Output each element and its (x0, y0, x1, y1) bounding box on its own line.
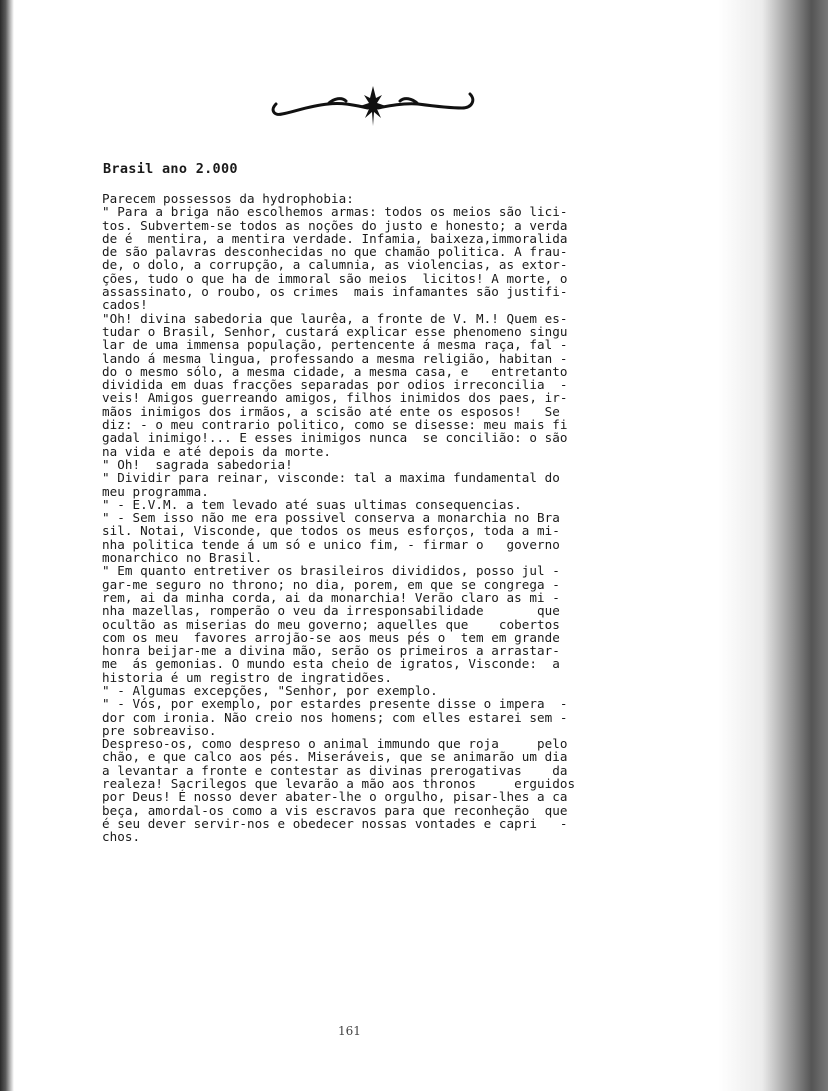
text-line: chos. (102, 829, 141, 845)
text-line: veis! Amigos guerreando amigos, filhos inimidos dos paes, ir- (102, 390, 568, 406)
text-line: gadal inimigo!... E esses inimigos nunca se concilião: o são (102, 430, 568, 446)
text-line: pre sobreaviso. (102, 722, 217, 738)
text-line: gar-me seguro no throno; no dia, porem, em que se congrega - (102, 576, 560, 592)
text-line: nha politica tende á um só e unico fim, - firmar o governo (102, 536, 560, 552)
text-line: " - Algumas excepções, "Senhor, por exemplo. (102, 682, 438, 698)
text-line: historia é um registro de ingratidões. (102, 669, 393, 685)
text-line: por Deus! É nosso dever abater-lhe o orgulho, pisar-lhes a ca (102, 789, 568, 805)
text-line: mãos inimigos dos irmãos, a scisão até ente os esposos! Se (102, 403, 560, 419)
text-line: lando á mesma lingua, professando a mesma religião, habitan - (102, 350, 568, 366)
decorative-ornament-icon (268, 82, 478, 132)
text-line: "Oh! divina sabedoria que laurêa, a fronte de V. M.! Quem es- (102, 310, 568, 326)
text-line: diz: - o meu contrario politico, como se disesse: meu mais fi (102, 417, 568, 433)
text-line: Parecem possessos da hydrophobia: (102, 191, 354, 206)
text-line: sil. Notai, Visconde, que todos os meus esforços, toda a mi- (102, 523, 560, 539)
text-line: ocultão as miserias do meu governo; aquelles que cobertos (102, 616, 560, 632)
book-binding-edge (0, 0, 14, 1091)
text-line: rem, ai da minha corda, ai da monarchia! Verão claro as mi - (102, 589, 560, 605)
text-line: " - Vós, por exemplo, por estardes presente disse o impera - (102, 696, 568, 712)
text-line: na vida e até depois da morte. (102, 443, 331, 459)
text-line: cados! (102, 297, 148, 313)
text-line: beça, amordal-os como a vis escravos para que reconheção que (102, 802, 568, 818)
text-line: a levantar a fronte e contestar as divinas prerogativas da (102, 762, 568, 778)
text-line: ções, tudo o que ha de immoral são meios licitos! A morte, o (102, 270, 568, 286)
text-line: dividida em duas fracções separadas por odios irreconcilia - (102, 377, 568, 393)
text-line: " - Sem isso não me era possivel conserva a monarchia no Bra (102, 510, 560, 526)
text-line: Despreso-os, como despreso o animal immundo que roja pelo (102, 736, 568, 752)
text-line: honra beijar-me a divina mão, serão os primeiros a arrastar- (102, 643, 560, 659)
text-line: é seu dever servir-nos e obedecer nossas vontades e capri - (102, 815, 568, 831)
text-line: de são palavras desconhecidas no que chamão politica. A frau- (102, 244, 568, 260)
text-line: " - E.V.M. a tem levado até suas ultimas consequencias. (102, 496, 522, 512)
page-title: Brasil ano 2.000 (103, 161, 238, 177)
text-line: me ás gemonias. O mundo esta cheio de igratos, Visconde: a (102, 656, 560, 672)
text-line: realeza! Sacrilegos que levarão a mão aos thronos erguidos (102, 776, 576, 792)
text-line: " Para a briga não escolhemos armas: todos os meios são lici- (102, 204, 568, 220)
text-line: meu programma. (102, 483, 209, 499)
text-line: chão, e que calco aos pés. Miseráveis, que se animarão um dia (102, 749, 568, 765)
text-line: tos. Subvertem-se todos as noções do justo e honesto; a verda (102, 217, 568, 233)
text-line: do o mesmo sólo, a mesma cidade, a mesma casa, e entretanto (102, 363, 568, 379)
body-text (102, 192, 630, 844)
text-line: assassinato, o roubo, os crimes mais infamantes são justifi- (102, 284, 568, 300)
text-line: " Em quanto entretiver os brasileiros divididos, posso jul - (102, 563, 560, 579)
text-line: " Dividir para reinar, visconde: tal a maxima fundamental do (102, 470, 560, 486)
text-line: dor com ironia. Não creio nos homens; com elles estarei sem - (102, 709, 568, 725)
page-edge-shadow (718, 0, 828, 1091)
page-number: 161 (338, 1024, 361, 1038)
text-line: nha mazellas, romperão o veu da irresponsabilidade que (102, 603, 560, 619)
text-line: de é mentira, a mentira verdade. Infamia, baixeza,immoralida (102, 230, 568, 246)
text-line: lar de uma immensa população, pertencente á mesma raça, fal - (102, 337, 568, 353)
text-line: tudar o Brasil, Senhor, custará explicar esse phenomeno singu (102, 323, 568, 339)
text-line: monarchico no Brasil. (102, 550, 263, 566)
text-line: " Oh! sagrada sabedoria! (102, 456, 293, 472)
text-line: de, o dolo, a corrupção, a calumnia, as violencias, as extor- (102, 257, 568, 273)
text-line: com os meu favores arrojão-se aos meus pés o tem em grande (102, 629, 560, 645)
